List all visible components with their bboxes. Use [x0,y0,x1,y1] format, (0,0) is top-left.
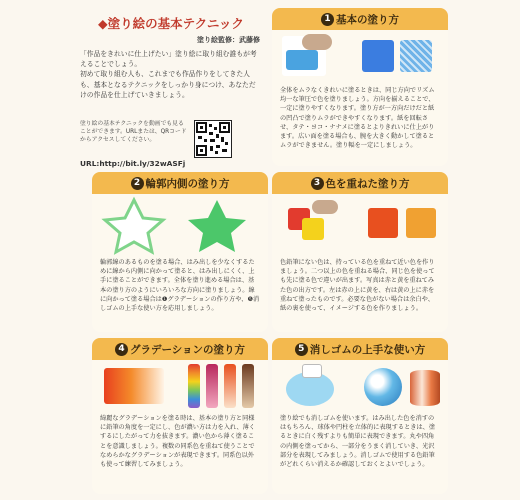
supervisor-credit: 塗り絵監修：武藤修 [197,36,260,44]
section-text: 色鉛筆にない色は、持っている色を重ねて近い色を作りましょう。二つ以上の色を重ねる場合、同じ色を使っても先に塗る色で違いが出ます。写真は赤と黄を重ねてみた色の出方です。左は赤の上に黄を、右は黄の上に赤を重ねて塗ったものです。必要な色がない場合は余白や、紙の裏を使って、イメージする色を作りましょう。 [280,259,435,313]
section-text: 輪郭線のあるものを塗る場合、はみ出しを少なくするために線から内側に向かって塗ると、はみ出しにくく、上手に塗ることができます。全体を塗り進める場合は、基本の塗り方のようにいろいろな方向に塗りましょう。線に向かって塗る場合は❶グラデーションの作り方や、❺消しゴムの上手な使い方を応用しましょう。 [100,259,260,313]
eraser-illustration [272,360,448,414]
section-basic [272,8,448,166]
cylinder [410,370,440,406]
video-url[interactable]: URL:http://bit.ly/32wASFj [80,159,186,168]
page-title: ◆塗り絵の基本テクニック [98,16,244,31]
section-header: 3 色を重ねた塗り方 [272,172,448,194]
section-text: 全体をムラなくきれいに塗るときは、同じ方向でリズム均一な筆圧で色を塗りましょう。方向を揃えることで、一定に塗りやすくなります。塗り方が一方向だけだと紙の凹凸で塗りムラができやすくなります。紙を回転させ、タテ・ヨコ・ナナメに塗るとよりきれいに仕上がります。広い面を塗る場合も、腕を大きく動かして塗るとムラができません。塗り幅を一定にしましょう。 [280,87,435,150]
hand-icon [302,34,332,50]
gradation-illustration [92,360,268,414]
video-note: 塗り絵の基本テクニックを動画でも見ることができます。URLまたは、QRコードからアクセスしてください。 [80,121,187,143]
section-header: 4 グラデーションの塗り方 [92,338,268,360]
hand-icon [312,200,338,214]
qr-code-icon[interactable] [194,120,232,158]
basic-illustration [272,30,448,86]
section-header: 1 基本の塗り方 [272,8,448,30]
section-layering [272,172,448,332]
hatched-square [400,40,432,72]
outline-illustration [92,194,268,258]
intro-panel [76,8,266,168]
section-eraser [272,338,448,494]
blue-square [362,40,394,72]
section-header: 5 消しゴムの上手な使い方 [272,338,448,360]
blue-swatch [286,50,318,70]
intro-paragraph-1: 「作品をきれいに仕上げたい」塗り絵に取り組む誰もが考えることでしょう。 [80,50,257,69]
section-outline [92,172,268,332]
intro-paragraph-2: 初めて取り組む人も、これまでも作品作りをしてきた人も、基本となるテクニックをしっかり身につけ、あなただけの作品を仕上げていきましょう。 [80,70,256,99]
section-gradation [92,338,268,494]
section-text: 綺麗なグラデーションを塗る時は、基本の塗り方と同様に鉛筆の角度を一定にし、色が濃い方は力を入れ、薄くするにしたがって力を抜きます。濃い色から薄く塗ることを意識しましょう。複数の同系色を重ねて使うことでなめらかなグラデーションが表現できます。同系色以外も使って練習してみましょう。 [100,415,256,469]
rainbow-strip [188,364,200,408]
red-over-yellow [368,208,398,238]
eraser-icon [302,364,322,378]
section-header: 2 輪郭内側の塗り方 [92,172,268,194]
sphere [364,368,402,406]
layering-illustration [272,194,448,258]
section-text: 塗り絵でも消しゴムを使います。はみ出した色を消すのはもちろん、球体や円柱を立体的に表現するときは、塗るときに白く残すよりも簡単に表現できます。丸や四角の内側を塗ってから、一部分をうまく消していき、光沢部分を表現してみましょう。消しゴムで使用する色鉛筆がどれくらい消えるか確認しておくとよいでしょう。 [280,415,436,469]
yellow-over-red [406,208,436,238]
